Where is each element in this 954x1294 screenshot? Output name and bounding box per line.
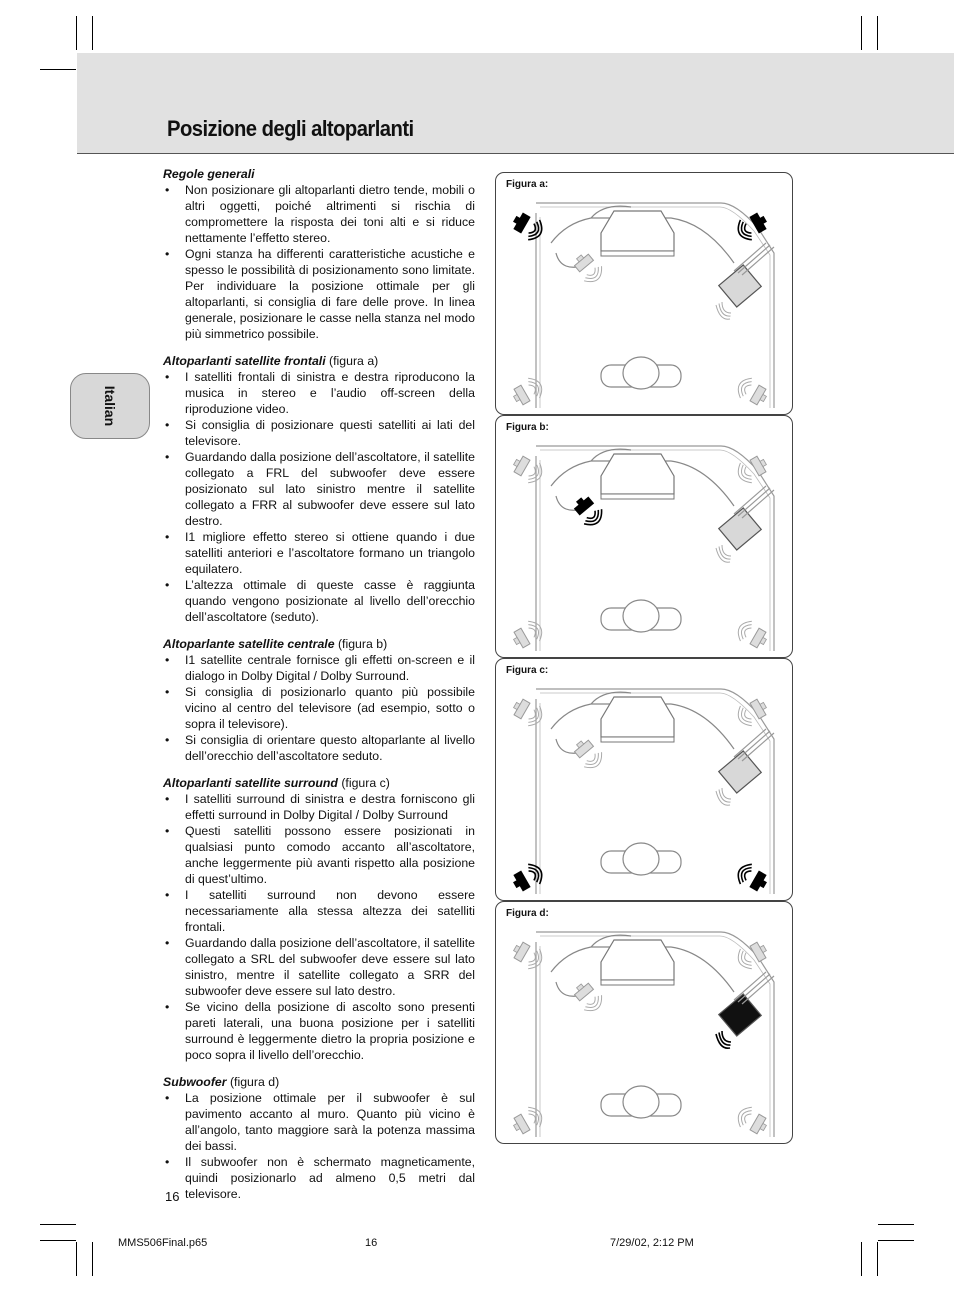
figure-label: Figura d: <box>506 908 549 919</box>
surround-left-speaker <box>509 1103 546 1137</box>
section-heading <box>163 1074 475 1090</box>
surround-right-speaker <box>734 374 771 408</box>
surround-left-speaker <box>509 860 546 894</box>
sound-wave <box>719 790 731 803</box>
footer-page: 16 <box>365 1237 378 1249</box>
bullet-item: • Il subwoofer non è schermato magneticamente, quindi posizionarlo ad almeno 0,5 metri dal televisore. <box>163 1154 475 1202</box>
bullet-item: • Si consiglia di posizionare questi satelliti ai lati del televisore. <box>163 417 475 449</box>
section-heading <box>163 775 475 791</box>
bullet-item: • I satelliti surround non devono essere necessariamente alla stessa altezza dei satelliti frontali. <box>163 887 475 935</box>
front-left-speaker <box>509 452 546 486</box>
section-heading <box>163 636 475 652</box>
section-figure-ref: (figura d) <box>226 1075 280 1089</box>
bullet-item: • Se vicino della posizione di ascolto sono presenti pareti laterali, una buona posizione per i satelliti surround è leggermente dietro la propria posizione e poco sopra il livello dell’orecchio. <box>163 999 475 1063</box>
bullet-item: • Questi satelliti possono essere posizionati in qualsiasi punto comodo accanto all’ascoltatore, anche leggermente più avanti rispetto alla posizione di quest’ultimo. <box>163 823 475 887</box>
bullet-list <box>163 652 475 764</box>
sound-wave <box>719 547 731 560</box>
figure-label: Figura a: <box>506 179 549 190</box>
front-left-speaker <box>509 938 546 972</box>
body-text-column <box>163 166 475 1213</box>
bullet-item: • I satelliti surround di sinistra e destra forniscono gli effetti surround in Dolby Digital / Dolby Surround <box>163 791 475 823</box>
surround-right-speaker <box>734 1103 771 1137</box>
bullet-item: • L’altezza ottimale di queste casse è raggiunta quando vengono posizionate al livello dell’orecchio dell’ascoltatore (seduto). <box>163 577 475 625</box>
section <box>163 353 475 625</box>
sound-wave <box>722 545 731 556</box>
surround-left-speaker <box>509 374 546 408</box>
crop-mark <box>92 1242 93 1276</box>
section-figure-ref: (figura c) <box>337 776 390 790</box>
sound-wave <box>722 302 731 313</box>
figure-label: Figura c: <box>506 665 549 676</box>
section <box>163 166 475 342</box>
room-diagram <box>496 173 792 414</box>
bullet-item: • La posizione ottimale per il subwoofer è sul pavimento accanto al muro. Quanto più vicino è all’angolo, tanto maggiore sarà la potenza massima dei bassi. <box>163 1090 475 1154</box>
section-heading <box>163 353 475 369</box>
page-number: 16 <box>165 1189 180 1204</box>
section <box>163 1074 475 1202</box>
bullet-item: • Si consiglia di posizionarlo quanto più possibile vicino al centro del televisore (ad esempio, sotto o sopra il televisore). <box>163 684 475 732</box>
tv-base <box>601 494 674 499</box>
tv-base <box>601 737 674 742</box>
section-figure-ref: (figura a) <box>325 354 379 368</box>
surround-right-speaker <box>734 860 771 894</box>
room-diagram <box>496 902 792 1143</box>
section-heading-text: Altoparlanti satellite surround <box>163 776 338 790</box>
sound-wave <box>722 1031 731 1042</box>
front-left-speaker <box>509 209 546 243</box>
section-heading-text: Regole generali <box>163 167 255 181</box>
listener-head <box>623 1086 659 1118</box>
television <box>601 697 674 737</box>
section-heading-text: Subwoofer <box>163 1075 227 1089</box>
crop-mark <box>40 1224 76 1225</box>
sound-wave <box>719 304 731 317</box>
crop-mark <box>861 16 862 50</box>
crop-mark <box>861 1242 862 1276</box>
crop-mark <box>878 1224 914 1225</box>
television <box>601 211 674 251</box>
bullet-item: • I satelliti frontali di sinistra e destra riproducono la musica in stereo e l’audio off-screen della riproduzione video. <box>163 369 475 417</box>
crop-mark <box>877 16 878 50</box>
bullet-list <box>163 1090 475 1202</box>
speaker-figure <box>495 658 793 901</box>
speaker-figure <box>495 901 793 1144</box>
room-diagram <box>496 659 792 900</box>
section-heading-text: Altoparlanti satellite frontali <box>163 354 326 368</box>
section <box>163 775 475 1063</box>
crop-mark <box>878 1240 914 1241</box>
listener-head <box>623 843 659 875</box>
page-title: Posizione degli altoparlanti <box>167 116 414 141</box>
bullet-item: • Guardando dalla posizione dell’ascoltatore, il satellite collegato a FRL del subwoofer deve essere posizionato sul lato sinistro mentre il satellite collegato a FRR al subwoofer deve essere sul lato destro. <box>163 449 475 529</box>
speaker-figure <box>495 172 793 415</box>
bullet-item: • I1 migliore effetto stereo si ottiene quando i due satelliti anteriori e l’ascoltatore formano un triangolo equilatero. <box>163 529 475 577</box>
crop-mark <box>877 1242 878 1276</box>
section <box>163 636 475 764</box>
bullet-item: • Non posizionare gli altoparlanti dietro tende, mobili o altri oggetti, poiché altrimenti si rischia di compromettere la risposta dei toni alti e si riduce nettamente l’effetto stereo. <box>163 182 475 246</box>
crop-mark <box>92 16 93 50</box>
bullet-item: • Guardando dalla posizione dell’ascoltatore, il satellite collegato a SRL del subwoofer deve essere sul lato sinistro, mentre il satellite collegato a SRR del subwoofer deve essere sul lato destro. <box>163 935 475 999</box>
tv-base <box>601 251 674 256</box>
bullet-list <box>163 369 475 625</box>
figure-column <box>495 172 793 1144</box>
crop-mark <box>76 1242 77 1276</box>
crop-mark <box>40 1240 76 1241</box>
speaker-figure <box>495 415 793 658</box>
crop-mark <box>40 69 76 70</box>
language-tab-label: Italian <box>102 385 118 427</box>
bullet-item: • I1 satellite centrale fornisce gli effetti on-screen e il dialogo in Dolby Digital / Dolby Surround. <box>163 652 475 684</box>
sound-wave <box>722 788 731 799</box>
bullet-list <box>163 791 475 1063</box>
footer-file: MMS506Final.p65 <box>118 1237 208 1249</box>
section-figure-ref: (figura b) <box>334 637 388 651</box>
listener-head <box>623 357 659 389</box>
television <box>601 940 674 980</box>
bullet-item: • Ogni stanza ha differenti caratteristiche acustiche e spesso le possibilità di posizionamento sono limitate. Per individuare la posizione ottimale per gli altoparlanti, si consiglia di fare delle prove. In linea generale, posizionare le casse nella stanza nel modo più simmetrico possibile. <box>163 246 475 342</box>
footer-date: 7/29/02, 2:12 PM <box>610 1237 694 1249</box>
language-tab <box>70 373 150 439</box>
bullet-list <box>163 182 475 342</box>
listener-head <box>623 600 659 632</box>
front-left-speaker <box>509 695 546 729</box>
room-diagram <box>496 416 792 657</box>
section-heading <box>163 166 475 182</box>
television <box>601 454 674 494</box>
crop-mark <box>76 16 77 50</box>
tv-base <box>601 980 674 985</box>
section-heading-text: Altoparlante satellite centrale <box>163 637 335 651</box>
bullet-item: • Si consiglia di orientare questo altoparlante al livello dell’orecchio dell’ascoltatore seduto. <box>163 732 475 764</box>
figure-label: Figura b: <box>506 422 549 433</box>
surround-left-speaker <box>509 617 546 651</box>
surround-right-speaker <box>734 617 771 651</box>
